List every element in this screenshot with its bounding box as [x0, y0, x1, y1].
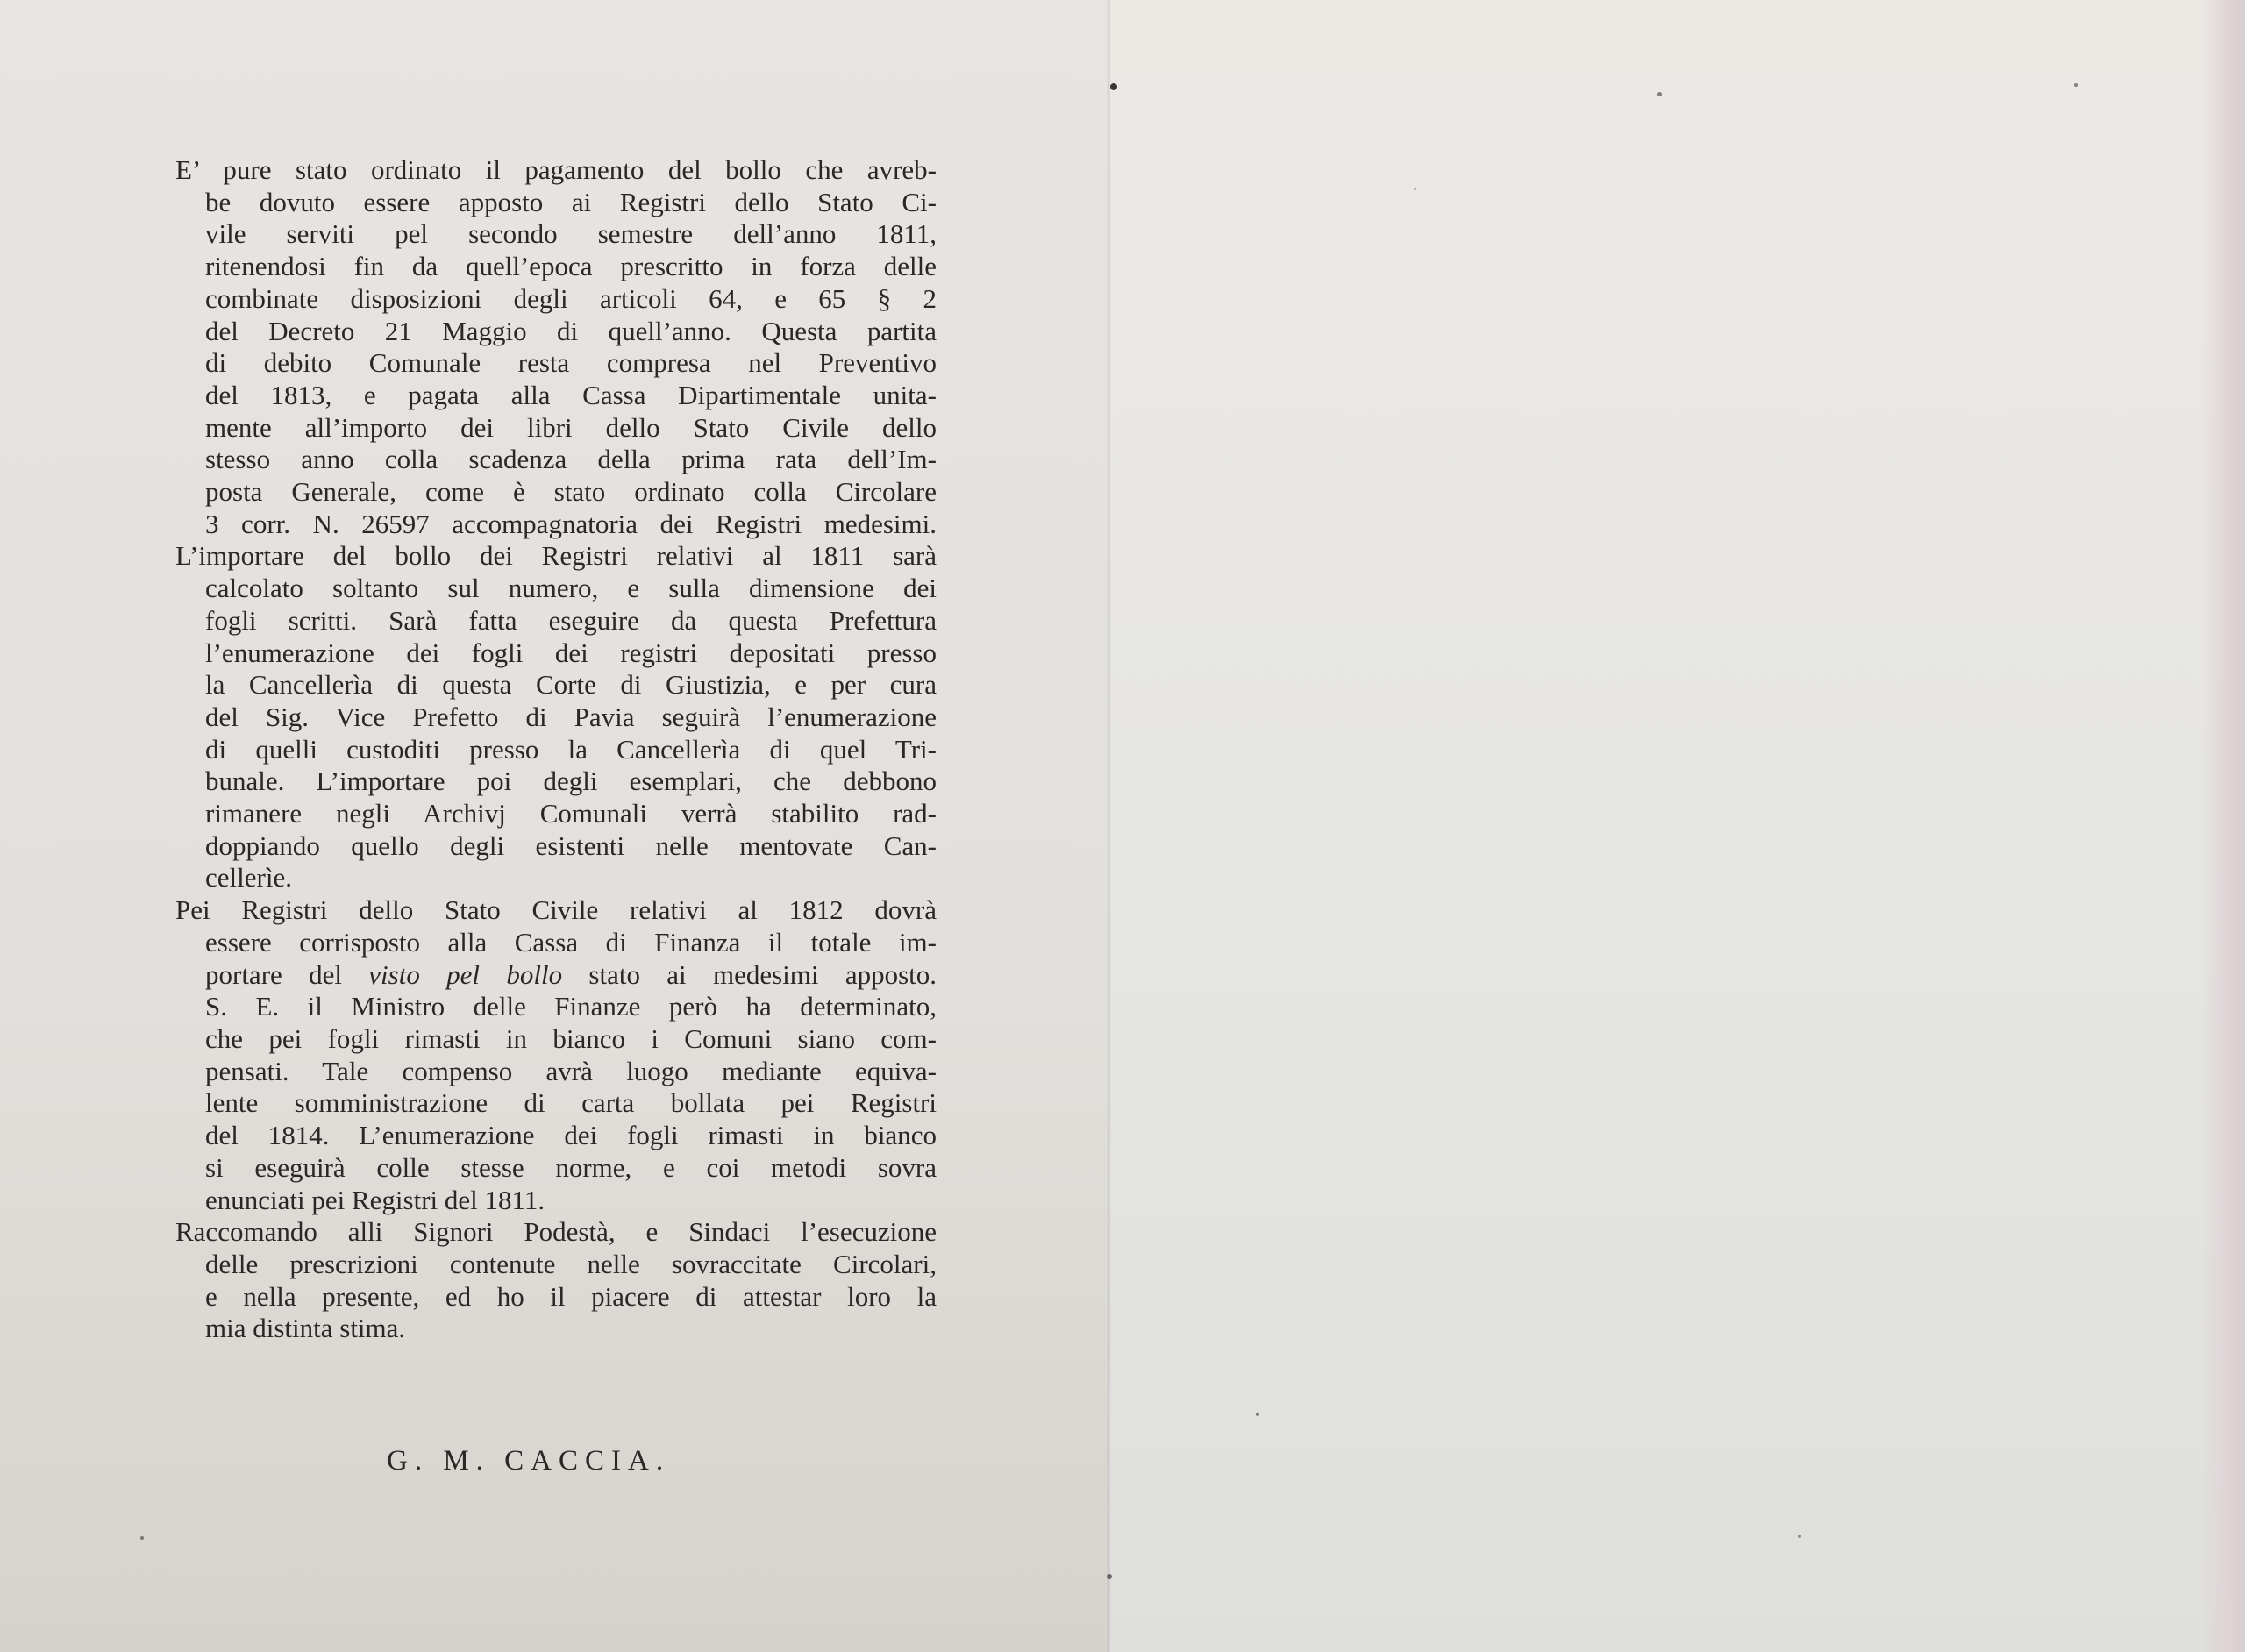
text-line: la Cancellerìa di questa Corte di Giustizia, e per cura: [205, 669, 937, 701]
text-line: ritenendosi fin da quell’epoca prescritto in forza delle: [205, 251, 937, 282]
text-line: delle prescrizioni contenute nelle sovraccitate Circolari,: [205, 1248, 937, 1279]
text-line: pensati. Tale compenso avrà luogo mediante equiva-: [205, 1055, 937, 1086]
paragraph-4: [175, 1216, 937, 1345]
text-fragment: portare del: [205, 958, 369, 990]
text-line: stesso anno colla scadenza della prima rata dell’Im-: [205, 444, 937, 475]
text-line: Pei Registri dello Stato Civile relativi al 1812 dovrà: [175, 894, 937, 926]
paper-speck: [1414, 188, 1416, 190]
text-line: 3 corr. N. 26597 accompagnatoria dei Registri medesimi.: [205, 508, 937, 539]
text-line: E’ pure stato ordinato il pagamento del bollo che avreb-: [175, 154, 937, 185]
text-line-italic: [175, 959, 937, 992]
text-line: del Decreto 21 Maggio di quell’anno. Questa partita: [205, 315, 937, 346]
paper-speck: [1110, 83, 1117, 90]
page-edge-shadow: [2201, 0, 2245, 1652]
text-line: del Sig. Vice Prefetto di Pavia seguirà l’enumerazione: [205, 701, 937, 732]
document-body: [175, 154, 937, 1345]
right-page: [1109, 0, 2245, 1652]
text-line: calcolato soltanto sul numero, e sulla dimensione dei: [205, 573, 937, 604]
text-line: S. E. il Ministro delle Finanze però ha determinato,: [205, 991, 937, 1022]
page-fold: [1107, 0, 1111, 1652]
paragraph-2: [175, 540, 937, 894]
text-line: l’enumerazione dei fogli dei registri depositati presso: [205, 637, 937, 668]
paper-speck: [1107, 1574, 1112, 1579]
text-line: del 1814. L’enumerazione dei fogli rimasti in bianco: [205, 1120, 937, 1151]
text-line: Raccomando alli Signori Podestà, e Sindaci l’esecuzione: [175, 1216, 937, 1248]
text-line: combinate disposizioni degli articoli 64, e 65 § 2: [205, 282, 937, 314]
text-line: doppiando quello degli esistenti nelle mentovate Can-: [205, 830, 937, 861]
paper-speck: [140, 1536, 144, 1540]
paragraph-1: [175, 154, 937, 540]
text-line: vile serviti pel secondo semestre dell’anno 1811,: [205, 218, 937, 250]
text-line: bunale. L’importare poi degli esemplari, che debbono: [205, 765, 937, 797]
text-line: lente somministrazione di carta bollata pei Registri: [205, 1087, 937, 1119]
paper-speck: [1657, 92, 1662, 96]
text-line: essere corrisposto alla Cassa di Finanza il totale im-: [205, 926, 937, 958]
text-line: rimanere negli Archivj Comunali verrà stabilito rad-: [205, 798, 937, 830]
text-line: di quelli custoditi presso la Cancellerìa di quel Tri-: [205, 733, 937, 765]
paragraph-3: [175, 894, 937, 1216]
text-line: be dovuto essere apposto ai Registri dello Stato Ci-: [205, 186, 937, 217]
text-line: posta Generale, come è stato ordinato colla Circolare: [205, 476, 937, 508]
text-line: enunciati pei Registri del 1811.: [205, 1184, 545, 1215]
paper-speck: [1798, 1535, 1801, 1538]
text-line: che pei fogli rimasti in bianco i Comuni siano com-: [205, 1022, 937, 1054]
text-line: mente all’importo dei libri dello Stato Civile dello: [205, 411, 937, 443]
text-line: cellerìe.: [205, 862, 292, 894]
text-fragment: stato ai medesimi apposto.: [562, 958, 937, 990]
paper-speck: [1256, 1413, 1259, 1416]
text-line: L’importare del bollo dei Registri relativi al 1811 sarà: [175, 540, 937, 572]
text-line: si eseguirà colle stesse norme, e coi metodi sovra: [205, 1151, 937, 1183]
paper-speck: [2074, 83, 2078, 87]
text-line: fogli scritti. Sarà fatta eseguire da questa Prefettura: [205, 604, 937, 636]
text-line: mia distinta stima.: [205, 1313, 406, 1344]
text-line: di debito Comunale resta compresa nel Preventivo: [205, 347, 937, 379]
signature: G. M. CACCIA.: [387, 1445, 671, 1477]
text-line: e nella presente, ed ho il piacere di attestar loro la: [205, 1280, 937, 1312]
italic-phrase: visto pel bollo: [368, 958, 563, 990]
text-line: del 1813, e pagata alla Cassa Dipartimentale unita-: [205, 379, 937, 410]
